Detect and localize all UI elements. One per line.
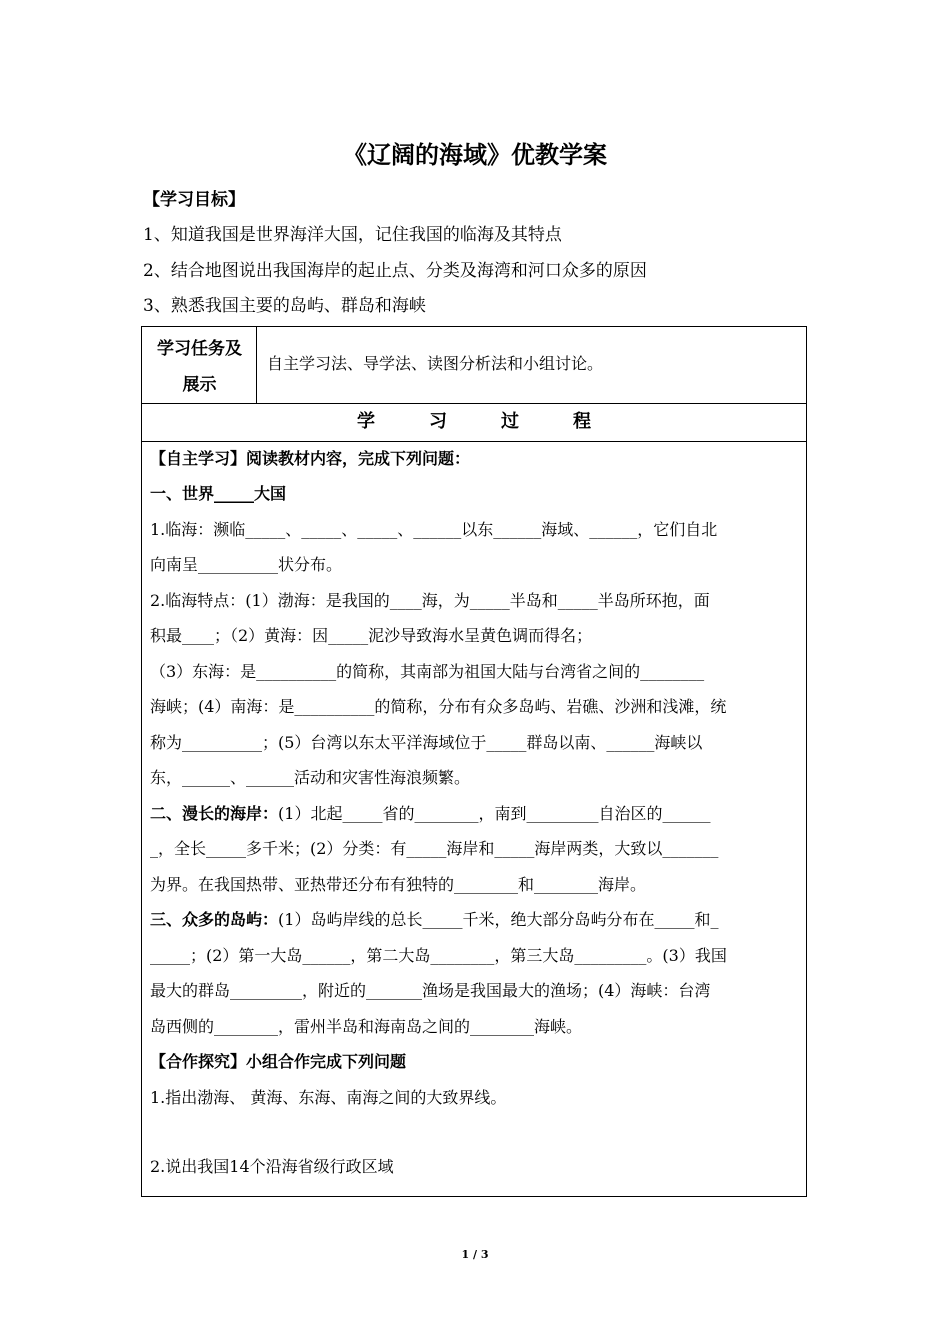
row-divider [142, 441, 806, 442]
objective-item: 2、结合地图说出我国海岸的起止点、分类及海湾和河口众多的原因 [143, 261, 647, 281]
process-heading-char: 程 [573, 411, 591, 432]
section-heading-cooperation: 【合作探究】小组合作完成下列问题 [150, 1052, 407, 1071]
text-line: _____；(2）第一大岛______，第二大岛________，第三大岛_________。(3）我国 [150, 946, 727, 965]
text-line: 岛西侧的________，雷州半岛和海南岛之间的________海峡。 [150, 1017, 583, 1036]
section-body-text: (1）北起_____省的________，南到_________自治区的______ [278, 804, 711, 823]
document-title: 《辽阔的海域》优教学案 [343, 141, 607, 169]
process-heading [142, 407, 806, 433]
text-line: 最大的群岛_________，附近的_______渔场是我国最大的渔场；(4）海峡：台湾 [150, 981, 711, 1000]
process-heading-char: 过 [501, 411, 519, 432]
row-divider [142, 403, 806, 404]
section-heading-prefix: 三、众多的岛屿： [150, 910, 279, 929]
text-line: 向南呈__________状分布。 [150, 555, 343, 574]
section-heading-ocean: 一、世界_____大国 [150, 484, 287, 503]
section-body-text: (1）岛屿岸线的总长_____千米，绝大部分岛屿分布在_____和_ [278, 910, 719, 929]
objective-item: 3、熟悉我国主要的岛屿、群岛和海峡 [143, 296, 426, 316]
islands-line [150, 910, 718, 930]
coast-line [150, 804, 710, 824]
task-label-line1: 学习任务及 [157, 339, 242, 359]
page-number: 1 / 3 [461, 1248, 489, 1261]
methods-text: 自主学习法、导学法、读图分析法和小组讨论。 [267, 354, 604, 373]
lesson-table [141, 326, 807, 1197]
text-line: 东，______、______活动和灾害性海浪频繁。 [150, 768, 471, 787]
text-line: 2.说出我国14个沿海省级行政区域 [150, 1157, 394, 1176]
process-heading-char: 习 [429, 411, 447, 432]
objective-item: 1、知道我国是世界海洋大国，记住我国的临海及其特点 [143, 225, 562, 245]
text-line: 1.临海：濒临_____、_____、_____、______以东______海域、______，它们自北 [150, 520, 718, 539]
text-line: 为界。在我国热带、亚热带还分布有独特的________和________海岸。 [150, 875, 647, 894]
process-heading-char: 学 [357, 411, 375, 432]
section-heading-self-study: 【自主学习】阅读教材内容，完成下列问题： [150, 449, 471, 468]
text-line: （3）东海：是__________的简称，其南部为祖国大陆与台湾省之间的________ [150, 662, 705, 681]
text-line: 称为__________；(5）台湾以东太平洋海域位于_____群岛以南、______海峡以 [150, 733, 703, 752]
text-line: 积最____；（2）黄海：因_____泥沙导致海水呈黄色调而得名； [150, 626, 593, 645]
text-line: 海峡；(4）南海：是__________的简称，分布有众多岛屿、岩礁、沙洲和浅滩，统 [150, 697, 727, 716]
task-label-line2: 展示 [182, 375, 217, 395]
section-heading-prefix: 二、漫长的海岸： [150, 804, 279, 823]
text-line: _，全长_____多千米；(2）分类：有_____海岸和_____海岸两类，大致以_______ [150, 839, 719, 858]
text-line: 1.指出渤海、 黄海、东海、南海之间的大致界线。 [150, 1088, 507, 1107]
text-line: 2.临海特点：(1）渤海：是我国的____海，为_____半岛和_____半岛所环抱，面 [150, 591, 710, 610]
objectives-heading: 【学习目标】 [143, 190, 245, 210]
task-label-cell [142, 327, 257, 403]
